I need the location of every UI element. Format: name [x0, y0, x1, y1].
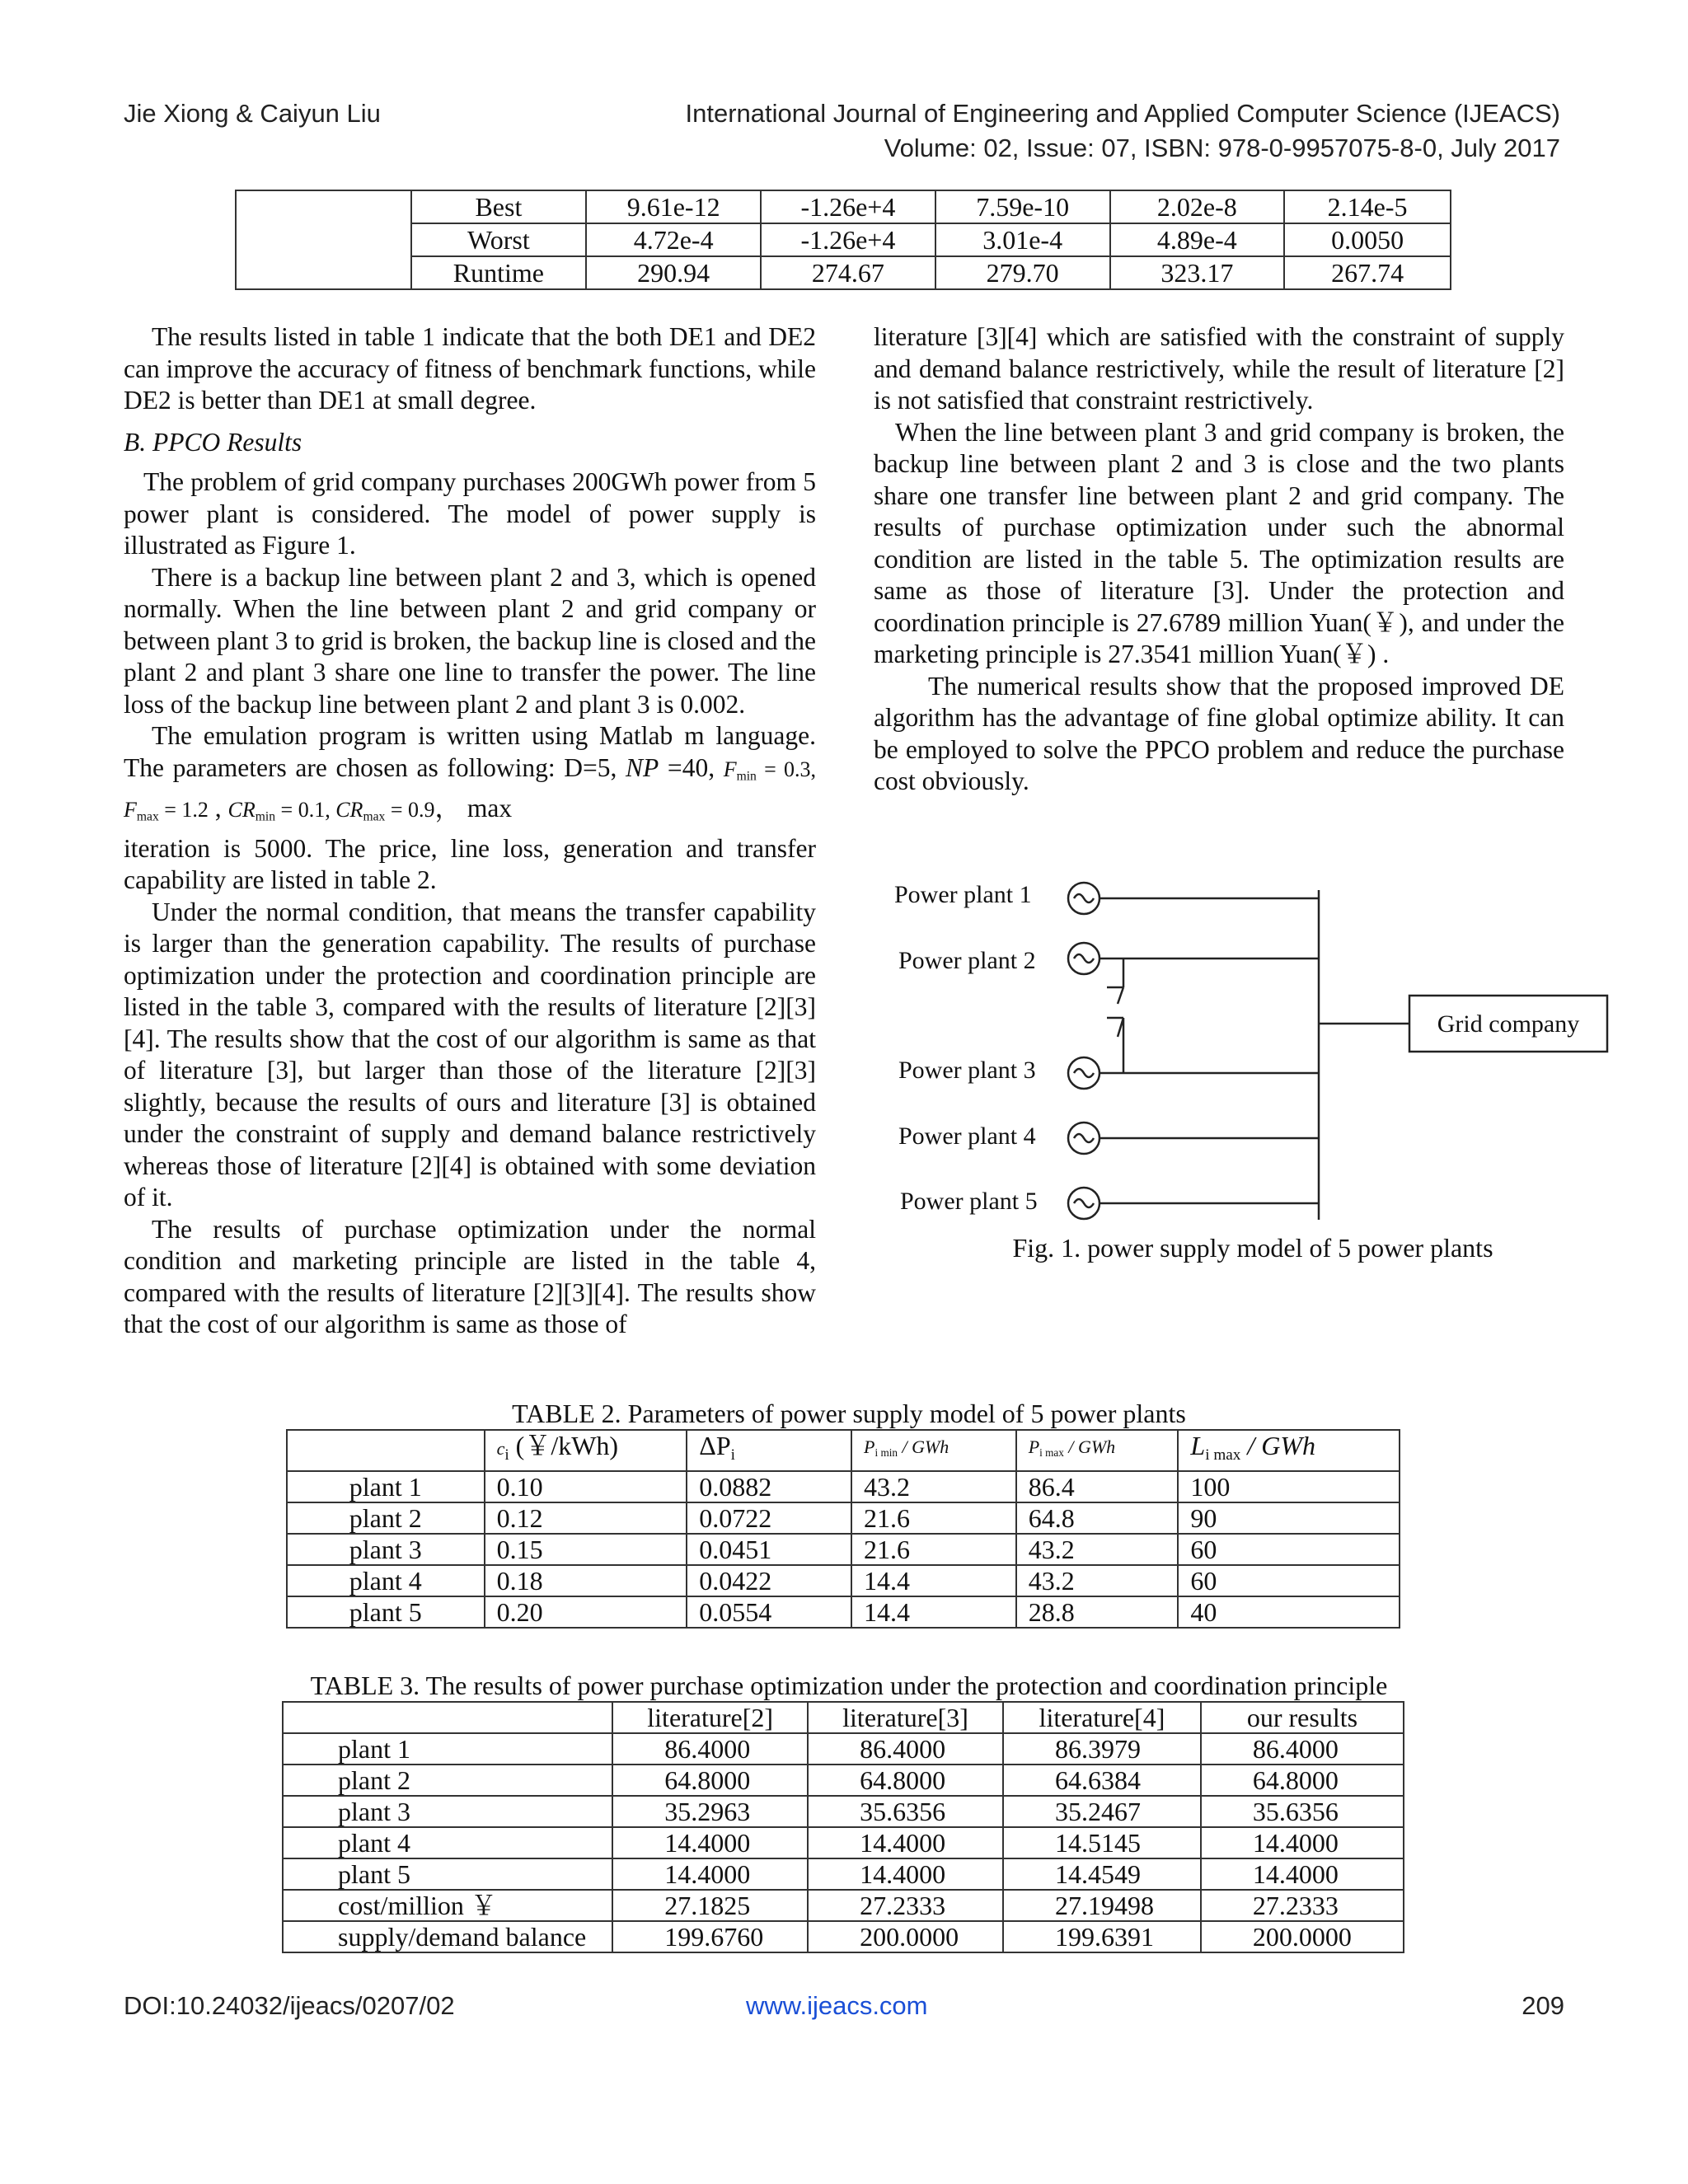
table-cell: 0.0554 [687, 1596, 851, 1628]
table-cell: 90 [1178, 1502, 1400, 1534]
table-cell: 86.3979 [1003, 1733, 1201, 1765]
table-cell: 100 [1178, 1471, 1400, 1502]
table-cell: 9.61e-12 [586, 190, 761, 223]
math-sub: i max [1039, 1446, 1064, 1460]
table-row [287, 1534, 1400, 1565]
table-cell: 86.4000 [1201, 1733, 1404, 1765]
math-symbol: CR [335, 797, 363, 822]
table-row [283, 1827, 1404, 1858]
table-row [287, 1471, 1400, 1502]
table-cell: 86.4000 [808, 1733, 1003, 1765]
paragraph: Under the normal condition, that means the transfer capability is larger than the generation capability. The results of purchase optimization under the protection and coordination principle are listed in the table 3, compared with the results of literature [2][3][4]. The results show that the cost of our algorithm is same as that of literature [3], but larger than those of the literature [2][3] slightly, because the results of ours and literature [3] is obtained under the constraint of supply and demand balance restrictively whereas those of literature [2][4] is obtained with some deviation of it. [124, 897, 816, 1212]
table-cell: 64.8000 [612, 1765, 808, 1796]
table-cell: 35.2467 [1003, 1796, 1201, 1827]
figure-caption: Fig. 1. power supply model of 5 power plants [1012, 1233, 1493, 1263]
math-sub: i max [1205, 1446, 1241, 1464]
table-cell: 0.0722 [687, 1502, 851, 1534]
text-run: The emulation program is written using Matlab m language. The parameters are chosen as following: D=5, [124, 721, 816, 782]
table-cell: cost/million ￥ [283, 1890, 612, 1921]
table-cell: 2.14e-5 [1284, 190, 1451, 223]
math-cr-params [228, 798, 435, 822]
table-header-cell [1178, 1430, 1400, 1471]
table-cell: 35.2963 [612, 1796, 808, 1827]
header-volume: Volume: 02, Issue: 07, ISBN: 978-0-9957075-8-0, July 2017 [884, 134, 1560, 162]
table-cell: 35.6356 [808, 1796, 1003, 1827]
table-cell: 200.0000 [808, 1921, 1003, 1952]
header-unit: / GWh [1240, 1431, 1316, 1460]
table-header-cell [851, 1430, 1016, 1471]
table-row [287, 1565, 1400, 1596]
table-cell: Worst [411, 223, 587, 256]
text-run: , [208, 793, 228, 823]
paragraph: When the line between plant 3 and grid company is broken, the backup line between plant 2 and 3 is close and the two plants share one transfer line between plant 2 and grid company. The results of purchase optimization under such the abnormal condition are listed in the table 5. The optimization results are same as those of literature [3]. Under the protection and coordination principle is 27.6789 million Yuan(￥), and under the marketing principle is 27.3541 million Yuan(￥) . [874, 417, 1564, 668]
math-symbol: L [1190, 1431, 1206, 1460]
table-cell: plant 5 [287, 1596, 485, 1628]
math-sub: i [504, 1446, 509, 1464]
table-cell: 60 [1178, 1565, 1400, 1596]
table-cell: 28.8 [1016, 1596, 1179, 1628]
text-run: ， max [434, 793, 513, 823]
table-cell: 0.0422 [687, 1565, 851, 1596]
paragraph: There is a backup line between plant 2 and 3, which is opened normally. When the line between plant 2 and grid company or between plant 3 to grid is broken, the backup line is closed and the plant 2 and plant 3 share one line to transfer the power. The line loss of the backup line between plant 2 and plant 3 is 0.002. [124, 562, 816, 719]
section-heading: B. PPCO Results [124, 427, 302, 457]
page-number: 209 [1522, 1991, 1564, 2020]
table-cell: plant 2 [283, 1765, 612, 1796]
table-cell: 199.6760 [612, 1921, 808, 1952]
table-cell [287, 1430, 485, 1471]
table1-empty-cell [236, 190, 411, 289]
math-symbol: F [124, 797, 137, 822]
paragraph: The numerical results show that the proposed improved DE algorithm has the advantage of fine global optimize ability. It can be employed to solve the PPCO problem and reduce the purchase cost obviously. [874, 671, 1564, 795]
table-cell: 14.5145 [1003, 1827, 1201, 1858]
math-symbol: F [723, 757, 737, 781]
table-cell: 0.0451 [687, 1534, 851, 1565]
header-unit: / GWh [897, 1436, 950, 1458]
table-header-row [287, 1430, 1400, 1471]
table-cell: 64.8 [1016, 1502, 1179, 1534]
right-column [874, 321, 1564, 798]
table-row [287, 1502, 1400, 1534]
math-sub: min [736, 769, 757, 784]
header-authors: Jie Xiong & Caiyun Liu [124, 99, 381, 128]
table-cell: 7.59e-10 [935, 190, 1110, 223]
table-cell: 27.2333 [1201, 1890, 1404, 1921]
table-header-cell: literature[2] [612, 1702, 808, 1733]
table-cell: 64.6384 [1003, 1765, 1201, 1796]
table-cell: 0.10 [485, 1471, 687, 1502]
table-header-cell: our results [1201, 1702, 1404, 1733]
table-cell: 21.6 [851, 1502, 1016, 1534]
math-value: = 0.1, [275, 797, 336, 822]
table-row [283, 1733, 1404, 1765]
table-cell: 4.72e-4 [586, 223, 761, 256]
table-row [236, 223, 1451, 256]
paragraph: iteration is 5000. The price, line loss, generation and transfer capability are listed in table 2. [124, 833, 816, 895]
plant-label-4: Power plant 4 [898, 1122, 1036, 1150]
table-cell: 0.15 [485, 1534, 687, 1565]
paragraph: The results listed in table 1 indicate that the both DE1 and DE2 can improve the accuracy of fitness of benchmark functions, while DE2 is better than DE1 at small degree. [124, 322, 816, 415]
table-header-cell: literature[4] [1003, 1702, 1201, 1733]
table-header-cell [1016, 1430, 1179, 1471]
table-cell: 14.4549 [1003, 1858, 1201, 1890]
power-supply-diagram [874, 857, 1615, 1269]
paragraph [124, 720, 816, 833]
table-cell: 199.6391 [1003, 1921, 1201, 1952]
table-cell: 14.4000 [1201, 1858, 1404, 1890]
table-cell: 14.4000 [612, 1858, 808, 1890]
math-symbol: c [496, 1438, 505, 1459]
text-run: =40, [659, 752, 724, 782]
table2-caption: TABLE 2. Parameters of power supply model of 5 power plants [512, 1399, 1186, 1428]
table-cell: plant 5 [283, 1858, 612, 1890]
footer-doi: DOI:10.24032/ijeacs/0207/02 [124, 1991, 455, 2020]
paragraph: literature [3][4] which are satisfied with the constraint of supply and demand balance restrictively, while the result of literature [2] is not satisfied that constraint restrictively. [874, 322, 1564, 415]
table-cell: 21.6 [851, 1534, 1016, 1565]
table-cell: 14.4 [851, 1565, 1016, 1596]
table-cell: plant 3 [283, 1796, 612, 1827]
table-cell: 2.02e-8 [1110, 190, 1285, 223]
table-header-row [283, 1702, 1404, 1733]
table-cell: Best [411, 190, 587, 223]
table-cell: 40 [1178, 1596, 1400, 1628]
table3 [282, 1701, 1404, 1953]
table-row [236, 190, 1451, 223]
table-cell: 27.1825 [612, 1890, 808, 1921]
grid-company-label: Grid company [1437, 1010, 1580, 1038]
math-value: = 0.9 [385, 797, 435, 822]
plant-label-3: Power plant 3 [898, 1057, 1036, 1084]
plant-label-1: Power plant 1 [894, 881, 1032, 908]
table-cell: 27.2333 [808, 1890, 1003, 1921]
table3-caption: TABLE 3. The results of power purchase optimization under the protection and coordination principle [310, 1671, 1388, 1700]
table-cell: 43.2 [1016, 1534, 1179, 1565]
table-cell: 27.19498 [1003, 1890, 1201, 1921]
math-value: = 1.2 [158, 797, 209, 822]
table-row [287, 1596, 1400, 1628]
table-cell: 43.2 [1016, 1565, 1179, 1596]
table-cell: 323.17 [1110, 256, 1285, 289]
math-value: = 0.3, [756, 757, 817, 781]
table-cell: 200.0000 [1201, 1921, 1404, 1952]
math-symbol: P [864, 1436, 875, 1458]
table-cell: 86.4 [1016, 1471, 1179, 1502]
table-cell: 3.01e-4 [935, 223, 1110, 256]
table-cell: 4.89e-4 [1110, 223, 1285, 256]
table-cell: 0.18 [485, 1565, 687, 1596]
math-sub: min [255, 809, 276, 824]
table-cell: 14.4000 [808, 1858, 1003, 1890]
math-sub: i min [874, 1446, 898, 1460]
table-row [283, 1890, 1404, 1921]
math-np: NP [626, 752, 659, 782]
table-cell: 35.6356 [1201, 1796, 1404, 1827]
table-cell: plant 4 [283, 1827, 612, 1858]
table-cell: 290.94 [586, 256, 761, 289]
table-cell: 60 [1178, 1534, 1400, 1565]
table-row [283, 1858, 1404, 1890]
math-sub: max [363, 809, 386, 824]
table-cell: Runtime [411, 256, 587, 289]
table-cell: 14.4000 [1201, 1827, 1404, 1858]
table-cell: 86.4000 [612, 1733, 808, 1765]
table-cell: plant 1 [283, 1733, 612, 1765]
table-row [283, 1796, 1404, 1827]
table-row [283, 1765, 1404, 1796]
table-cell: 267.74 [1284, 256, 1451, 289]
table-cell: plant 1 [287, 1471, 485, 1502]
header-unit: / GWh [1063, 1436, 1116, 1458]
table-row [283, 1921, 1404, 1952]
math-sub: max [136, 809, 159, 824]
footer-link[interactable]: www.ijeacs.com [746, 1991, 928, 2020]
table1 [235, 190, 1451, 290]
table2 [286, 1429, 1400, 1629]
paragraph: The results of purchase optimization under the normal condition and marketing principle are listed in the table 4, compared with the results of literature [2][3][4]. The results show that the cost of our algorithm is same as those of [124, 1214, 816, 1339]
table-cell: 43.2 [851, 1471, 1016, 1502]
table-cell: plant 3 [287, 1534, 485, 1565]
table-header-cell [687, 1430, 851, 1471]
plant-label-5: Power plant 5 [900, 1188, 1038, 1215]
table-cell: 0.20 [485, 1596, 687, 1628]
table-cell: plant 2 [287, 1502, 485, 1534]
math-symbol: P [1028, 1436, 1040, 1458]
plant-label-2: Power plant 2 [898, 947, 1036, 974]
table-row [236, 256, 1451, 289]
table-cell: 14.4 [851, 1596, 1016, 1628]
table-cell: 64.8000 [808, 1765, 1003, 1796]
table-cell: -1.26e+4 [761, 223, 935, 256]
table-cell: -1.26e+4 [761, 190, 935, 223]
table-header-cell: literature[3] [808, 1702, 1003, 1733]
math-symbol: ΔP [699, 1431, 731, 1460]
header-journal: International Journal of Engineering and Applied Computer Science (IJEACS) [685, 99, 1560, 128]
math-sub: i [730, 1446, 736, 1464]
table-cell: 0.0882 [687, 1471, 851, 1502]
backup-line-switch [1118, 958, 1123, 1073]
table-cell: 279.70 [935, 256, 1110, 289]
table-cell: plant 4 [287, 1565, 485, 1596]
table-cell: 14.4000 [612, 1827, 808, 1858]
math-symbol: CR [227, 797, 256, 822]
table-header-cell [485, 1430, 687, 1471]
table-cell: 0.0050 [1284, 223, 1451, 256]
header-unit: (￥/kWh) [509, 1431, 619, 1460]
left-column [124, 321, 816, 1341]
table-cell: 274.67 [761, 256, 935, 289]
table-cell: 64.8000 [1201, 1765, 1404, 1796]
table-cell [283, 1702, 612, 1733]
paragraph: The problem of grid company purchases 200GWh power from 5 power plant is considered. The model of power supply is illustrated as Figure 1. [124, 467, 816, 560]
table-cell: 0.12 [485, 1502, 687, 1534]
table-cell: supply/demand balance [283, 1921, 612, 1952]
table-cell: 14.4000 [808, 1827, 1003, 1858]
